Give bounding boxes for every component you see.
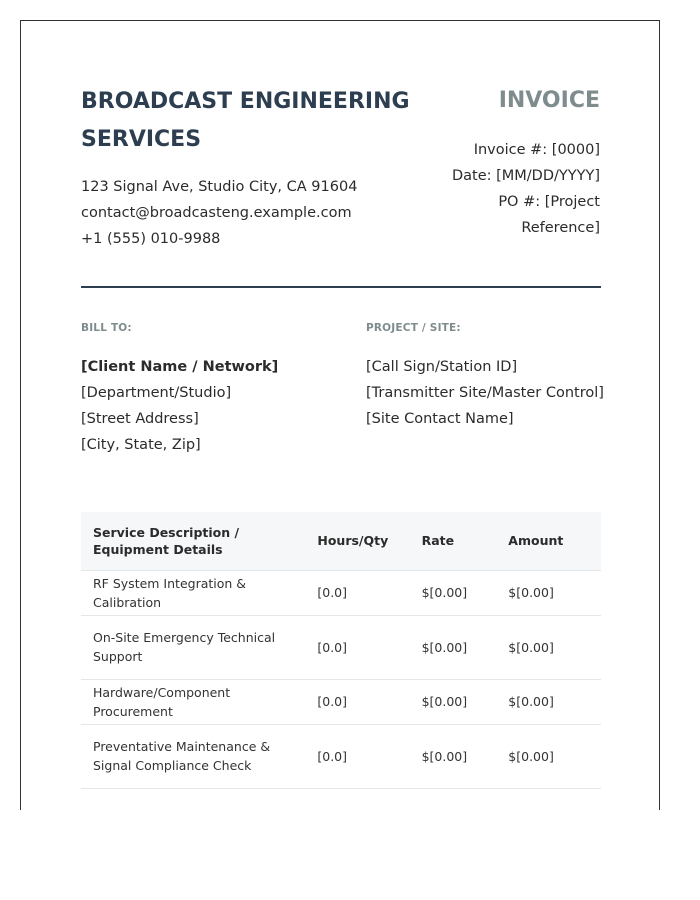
row-description: RF System Integration & Calibration <box>81 570 305 615</box>
company-phone: +1 (555) 010-9988 <box>81 231 221 247</box>
header-amount: Amount <box>496 512 601 570</box>
row-rate: $[0.00] <box>410 570 497 615</box>
client-department: [Department/Studio] <box>81 385 232 401</box>
company-email: contact@broadcasteng.example.com <box>81 205 352 221</box>
table-row <box>81 570 601 615</box>
row-rate: $[0.00] <box>410 724 497 788</box>
invoice-page <box>20 20 660 810</box>
project-site: [Transmitter Site/Master Control] <box>366 385 604 401</box>
client-street: [Street Address] <box>81 411 199 427</box>
row-amount: $[0.00] <box>496 679 601 724</box>
row-amount: $[0.00] <box>496 570 601 615</box>
invoice-number: Invoice #: [0000] <box>473 142 600 158</box>
invoice-po <box>410 189 600 241</box>
invoice-date: Date: [MM/DD/YYYY] <box>451 168 600 184</box>
client-name: [Client Name / Network] <box>81 359 279 375</box>
row-amount: $[0.00] <box>496 724 601 788</box>
row-hours-qty: [0.0] <box>305 724 409 788</box>
row-rate: $[0.00] <box>410 615 497 679</box>
company-contact <box>81 174 357 252</box>
services-table <box>81 512 601 789</box>
invoice-po-line2: Reference] <box>521 220 600 236</box>
bill-to-label: BILL TO: <box>81 322 132 334</box>
project-contact: [Site Contact Name] <box>366 411 514 427</box>
header-hours-qty: Hours/Qty <box>305 512 409 570</box>
row-hours-qty: [0.0] <box>305 570 409 615</box>
row-description: On-Site Emergency Technical Support <box>81 615 305 679</box>
table-row <box>81 724 601 788</box>
project-call-sign: [Call Sign/Station ID] <box>366 359 518 375</box>
row-hours-qty: [0.0] <box>305 679 409 724</box>
table-row <box>81 615 601 679</box>
invoice-po-line1: PO #: [Project <box>498 194 600 210</box>
table-row <box>81 679 601 724</box>
row-rate: $[0.00] <box>410 679 497 724</box>
row-description: Preventative Maintenance & Signal Compliance Check <box>81 724 305 788</box>
invoice-title: INVOICE <box>498 88 600 113</box>
project-site-label: PROJECT / SITE: <box>366 322 461 334</box>
client-city: [City, State, Zip] <box>81 437 201 453</box>
header-divider <box>81 286 601 288</box>
invoice-meta <box>410 137 600 241</box>
header-description: Service Description / Equipment Details <box>81 512 305 570</box>
table-header-row <box>81 512 601 570</box>
company-address: 123 Signal Ave, Studio City, CA 91604 <box>81 179 358 195</box>
company-name: BROADCAST ENGINEERING SERVICES <box>81 89 410 152</box>
row-amount: $[0.00] <box>496 615 601 679</box>
row-hours-qty: [0.0] <box>305 615 409 679</box>
bill-to-block <box>81 354 278 458</box>
project-site-block <box>366 354 604 432</box>
header-rate: Rate <box>410 512 497 570</box>
row-description: Hardware/Component Procurement <box>81 679 305 724</box>
